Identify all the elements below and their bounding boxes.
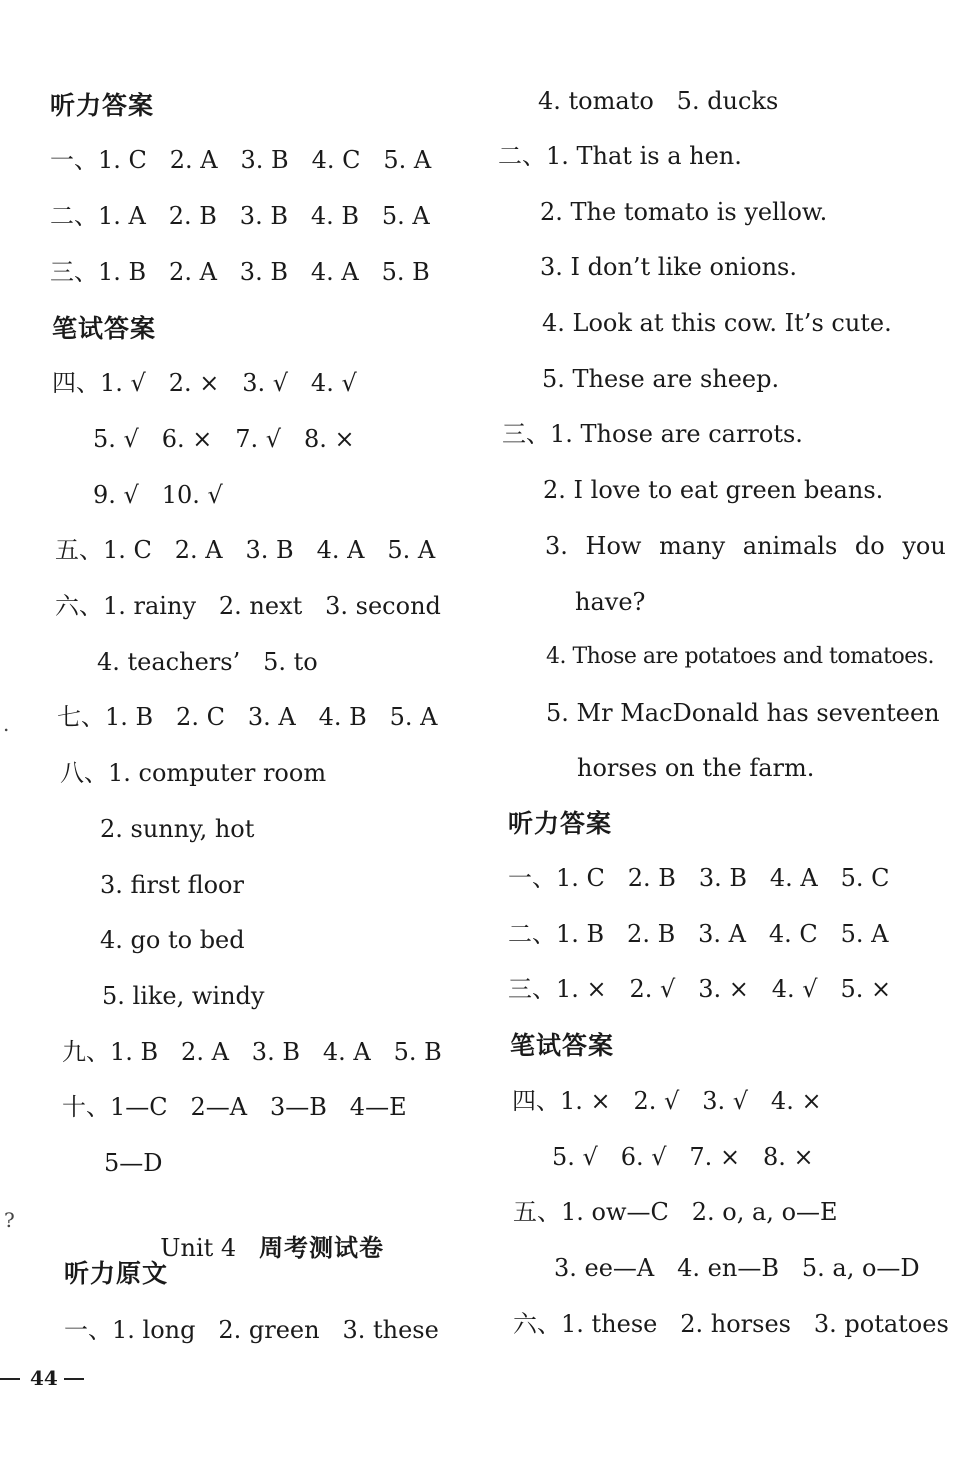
answer-line: 十、1—C 2—A 3—B 4—E [62, 1093, 407, 1121]
answer-line: 二、1. That is a hen. [498, 142, 742, 170]
answer-line: 三、1. Those are carrots. [502, 420, 803, 448]
margin-dot: . [3, 712, 10, 736]
answer-line: 2. The tomato is yellow. [540, 198, 828, 226]
answer-line: 九、1. B 2. A 3. B 4. A 5. B [62, 1038, 442, 1066]
answer-line: 一、1. C 2. B 3. B 4. A 5. C [508, 864, 890, 892]
answer-line: 4. teachers’ 5. to [97, 648, 318, 676]
answer-line: 4. go to bed [100, 926, 245, 954]
unit-title [145, 1200, 384, 1264]
answer-line: 二、1. B 2. B 3. A 4. C 5. A [508, 920, 889, 948]
answer-line: 四、1. × 2. √ 3. √ 4. × [512, 1087, 822, 1115]
answer-line: 3. ee—A 4. en—B 5. a, o—D [554, 1254, 920, 1282]
answer-line: 5. √ 6. × 7. √ 8. × [93, 425, 355, 453]
answer-line: 五、1. ow—C 2. o, a, o—E [513, 1198, 838, 1226]
answer-line: have? [575, 588, 646, 616]
answer-line: 5. These are sheep. [542, 365, 780, 393]
answer-line: 2. sunny, hot [100, 815, 255, 843]
answer-line: 七、1. B 2. C 3. A 4. B 5. A [57, 703, 438, 731]
answer-line: 五、1. C 2. A 3. B 4. A 5. A [55, 536, 436, 564]
answer-line: 5. √ 6. √ 7. × 8. × [552, 1143, 814, 1171]
answer-line: 四、1. √ 2. × 3. √ 4. √ [52, 369, 357, 397]
answer-line: 3. I don’t like onions. [540, 253, 797, 281]
page-number: 44 [30, 1366, 58, 1390]
answer-line: 5. Mr MacDonald has seventeen [546, 699, 940, 727]
margin-mark: ? [4, 1208, 15, 1232]
answer-line: 9. √ 10. √ [93, 481, 223, 509]
unit-title-cn: 周考测试卷 [259, 1234, 385, 1262]
answer-line: 一、1. C 2. A 3. B 4. C 5. A [50, 146, 432, 174]
answer-line: 4. tomato 5. ducks [538, 87, 779, 115]
answer-line: 5. like, windy [102, 982, 265, 1010]
answer-line: 2. I love to eat green beans. [543, 476, 884, 504]
answer-line: 5—D [104, 1149, 163, 1177]
answer-line: 一、1. long 2. green 3. these [64, 1316, 439, 1344]
listening-answers-heading: 听力答案 [50, 91, 155, 120]
answer-line: 4. Those are potatoes and tomatoes. [546, 644, 935, 669]
written-answers-heading: 笔试答案 [52, 314, 157, 343]
answer-line: 三、1. × 2. √ 3. × 4. √ 5. × [508, 975, 892, 1003]
answer-line: 八、1. computer room [60, 759, 327, 787]
answer-line: 六、1. rainy 2. next 3. second [55, 592, 441, 620]
answer-line: horses on the farm. [577, 754, 815, 782]
answer-line: 二、1. A 2. B 3. B 4. B 5. A [50, 202, 430, 230]
page-number-dash-right [64, 1378, 84, 1380]
unit-title-en: Unit 4 [160, 1234, 237, 1262]
answer-line: 3. first floor [100, 871, 244, 899]
listening-answers-heading-2: 听力答案 [508, 809, 613, 838]
answer-line: 3. How many animals do you [545, 532, 946, 560]
answer-line: 六、1. these 2. horses 3. potatoes [513, 1310, 949, 1338]
page-number-dash-left [0, 1378, 20, 1380]
answer-line: 三、1. B 2. A 3. B 4. A 5. B [50, 258, 430, 286]
listening-script-heading: 听力原文 [64, 1259, 169, 1288]
answer-line: 4. Look at this cow. It’s cute. [542, 309, 892, 337]
written-answers-heading-2: 笔试答案 [510, 1031, 615, 1060]
